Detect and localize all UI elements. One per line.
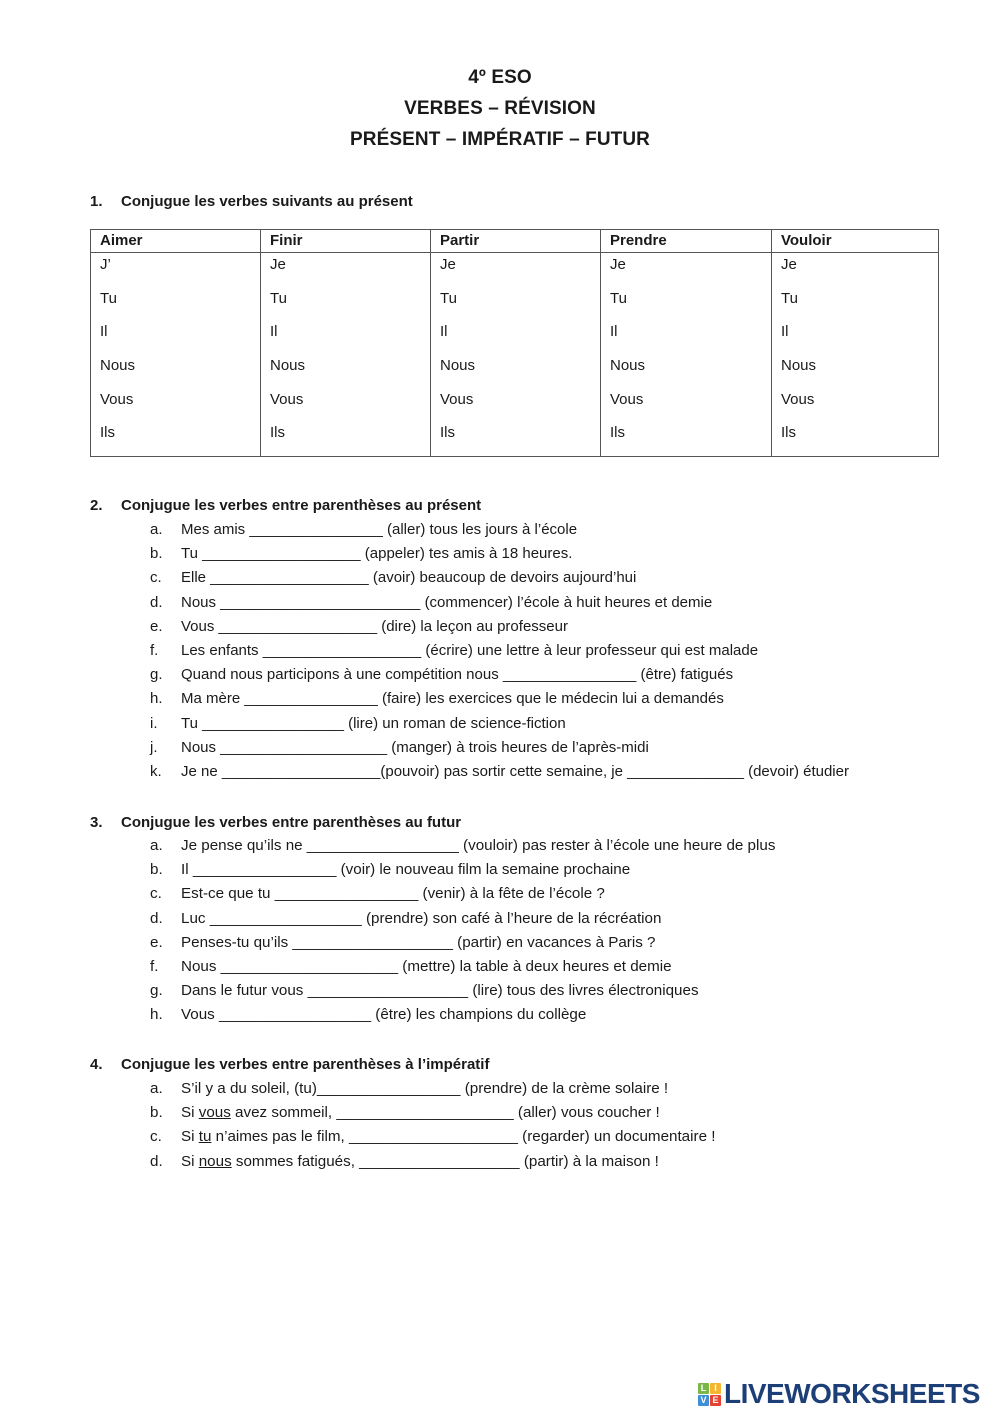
column-header: Finir	[261, 230, 431, 253]
exercise-item[interactable]: j. Nous ____________________ (manger) à trois heures de l’après-midi	[150, 738, 649, 756]
pronoun-cell[interactable]: Ils	[270, 424, 285, 442]
pronoun-cell[interactable]: Vous	[270, 390, 304, 408]
table-column-prendre[interactable]	[601, 253, 772, 457]
underlined-pronoun: tu	[198, 1128, 212, 1146]
liveworksheets-logo[interactable]	[698, 1379, 980, 1409]
pronoun-cell[interactable]: Vous	[781, 390, 815, 408]
pronoun-cell[interactable]: Vous	[100, 390, 134, 408]
pronoun-cell[interactable]: Nous	[610, 357, 646, 375]
column-header: Partir	[431, 230, 601, 253]
pronoun-cell[interactable]: Il	[781, 323, 789, 341]
title-topic: VERBES – RÉVISION	[404, 98, 596, 119]
pronoun-cell[interactable]: Nous	[100, 357, 136, 375]
exercise-item[interactable]: g. Dans le futur vous ___________________ (lire) tous des livres électroniques	[150, 982, 699, 1000]
pronoun-cell[interactable]: Tu	[100, 289, 117, 307]
exercise-item[interactable]: c. Si tu n’aimes pas le film, ____________________ (regarder) un documentaire !	[150, 1128, 716, 1146]
exercise-item[interactable]: k. Je ne ___________________(pouvoir) pas sortir cette semaine, je ______________ (devoir) étudier	[150, 762, 849, 780]
section-2-heading: 2. Conjugue les verbes entre parenthèses au présent	[90, 497, 482, 514]
pronoun-cell[interactable]: Nous	[440, 357, 476, 375]
exercise-item[interactable]: d. Luc __________________ (prendre) son café à l’heure de la récréation	[150, 909, 662, 927]
pronoun-cell[interactable]: Ils	[781, 424, 796, 442]
pronoun-cell[interactable]: Tu	[270, 289, 287, 307]
exercise-item[interactable]: f. Nous _____________________ (mettre) la table à deux heures et demie	[150, 957, 672, 975]
table-column-aimer[interactable]	[91, 253, 261, 457]
pronoun-cell[interactable]: Tu	[440, 289, 457, 307]
pronoun-cell[interactable]: Il	[440, 323, 448, 341]
pronoun-cell[interactable]: Il	[270, 323, 278, 341]
exercise-item[interactable]: c. Est-ce que tu _________________ (venir) à la fête de l’école ?	[150, 885, 605, 903]
section-4-heading: 4. Conjugue les verbes entre parenthèses à l’impératif	[90, 1056, 490, 1073]
pronoun-cell[interactable]: Il	[100, 323, 108, 341]
exercise-item[interactable]: f. Les enfants ___________________ (écrire) une lettre à leur professeur qui est malade	[150, 641, 759, 659]
conjugation-table	[90, 229, 939, 457]
pronoun-cell[interactable]: Je	[781, 256, 797, 273]
exercise-item[interactable]: b. Il _________________ (voir) le nouveau film la semaine prochaine	[150, 861, 631, 879]
pronoun-cell[interactable]: Ils	[610, 424, 625, 442]
exercise-item[interactable]: c. Elle ___________________ (avoir) beaucoup de devoirs aujourd’hui	[150, 569, 637, 587]
exercise-item[interactable]: b. Si vous avez sommeil, _____________________ (aller) vous coucher !	[150, 1104, 660, 1122]
section-2-exercise-list	[150, 518, 849, 784]
pronoun-cell[interactable]: Nous	[270, 357, 306, 375]
document-title	[0, 62, 1000, 155]
exercise-item[interactable]: h. Ma mère ________________ (faire) les exercices que le médecin lui a demandés	[150, 690, 724, 708]
underlined-pronoun: vous	[198, 1104, 231, 1122]
column-header: Prendre	[601, 230, 772, 253]
pronoun-cell[interactable]: Ils	[440, 424, 455, 442]
exercise-item[interactable]: a. Mes amis ________________ (aller) tous les jours à l’école	[150, 521, 578, 538]
pronoun-cell[interactable]: Il	[610, 323, 618, 341]
column-header: Aimer	[91, 230, 261, 253]
exercise-item[interactable]: h. Vous __________________ (être) les champions du collège	[150, 1006, 587, 1024]
exercise-item[interactable]: e. Penses-tu qu’ils ___________________ (partir) en vacances à Paris ?	[150, 933, 656, 951]
pronoun-cell[interactable]: Vous	[440, 390, 474, 408]
pronoun-cell[interactable]: J’	[100, 256, 111, 273]
exercise-item[interactable]: g. Quand nous participons à une compétition nous ________________ (être) fatigués	[150, 666, 734, 684]
exercise-item[interactable]: a. S’il y a du soleil, (tu)_________________ (prendre) de la crème solaire !	[150, 1080, 669, 1097]
section-4-exercise-list	[150, 1077, 715, 1174]
title-grade: 4º ESO	[468, 67, 532, 88]
table-column-vouloir[interactable]	[772, 253, 939, 457]
table-column-finir[interactable]	[261, 253, 431, 457]
pronoun-cell[interactable]: Tu	[781, 289, 798, 307]
exercise-item[interactable]: b. Tu ___________________ (appeler) tes amis à 18 heures.	[150, 545, 573, 563]
column-header: Vouloir	[772, 230, 939, 253]
section-3-exercise-list	[150, 834, 775, 1028]
pronoun-cell[interactable]: Nous	[781, 357, 817, 375]
pronoun-cell[interactable]: Tu	[610, 289, 627, 307]
section-1-heading: 1. Conjugue les verbes suivants au présent	[90, 193, 413, 210]
exercise-item[interactable]: a. Je pense qu’ils ne __________________ (vouloir) pas rester à l’école une heure de plus	[150, 837, 776, 854]
exercise-item[interactable]: e. Vous ___________________ (dire) la leçon au professeur	[150, 617, 568, 635]
underlined-pronoun: nous	[198, 1152, 232, 1170]
pronoun-cell[interactable]: Je	[270, 256, 286, 273]
logo-wordmark: LIVEWORKSHEETS	[724, 1378, 980, 1409]
pronoun-cell[interactable]: Je	[440, 256, 456, 273]
live-tiles-icon: L I V E	[698, 1383, 721, 1406]
pronoun-cell[interactable]: Vous	[610, 390, 644, 408]
pronoun-cell[interactable]: Je	[610, 256, 626, 273]
title-tenses: PRÉSENT – IMPÉRATIF – FUTUR	[349, 129, 651, 150]
pronoun-cell[interactable]: Ils	[100, 424, 115, 442]
exercise-item[interactable]: i. Tu _________________ (lire) un roman de science-fiction	[150, 714, 566, 732]
section-3-heading: 3. Conjugue les verbes entre parenthèses au futur	[90, 814, 462, 831]
exercise-item[interactable]: d. Nous ________________________ (commencer) l’école à huit heures et demie	[150, 593, 713, 611]
exercise-item[interactable]: d. Si nous sommes fatigués, ___________________ (partir) à la maison !	[150, 1152, 659, 1170]
table-column-partir[interactable]	[431, 253, 601, 457]
